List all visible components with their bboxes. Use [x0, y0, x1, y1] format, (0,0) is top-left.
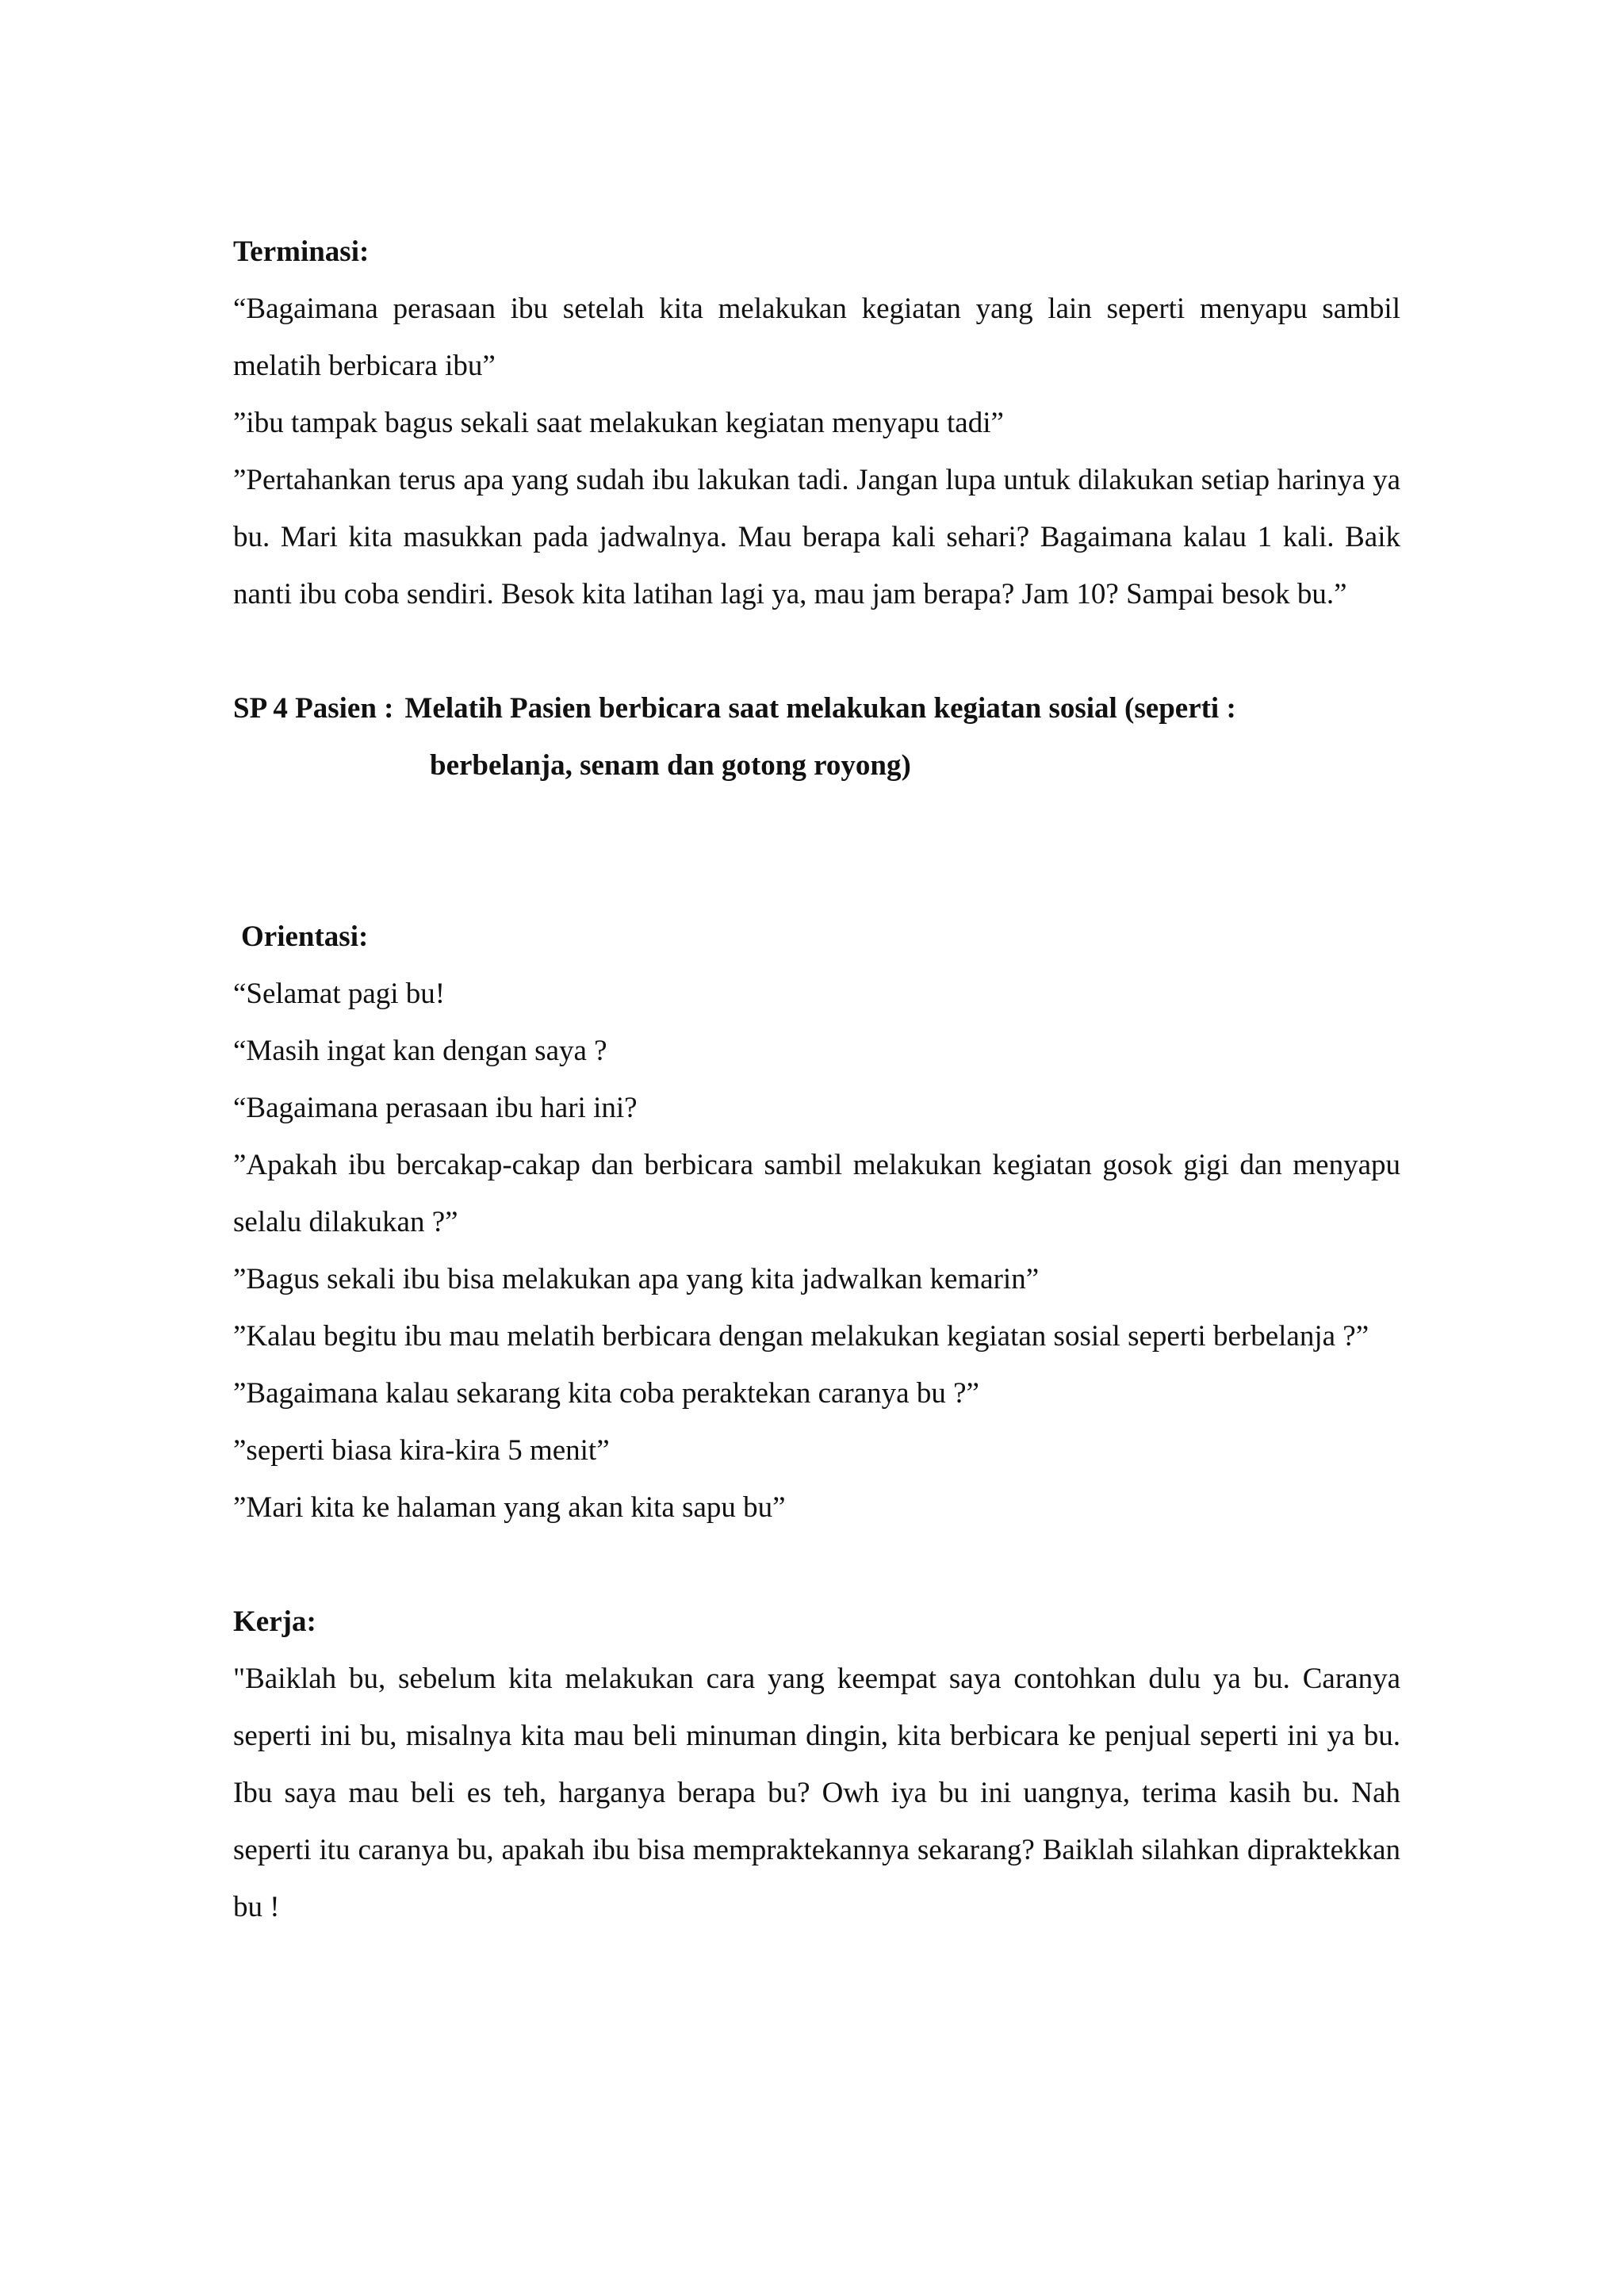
orientasi-line: ”Mari kita ke halaman yang akan kita sapu bu”	[233, 1491, 786, 1524]
orientasi-line: ”seperti biasa kira-kira 5 menit”	[233, 1434, 610, 1467]
orientasi-line: “Masih ingat kan dengan saya ?	[233, 1035, 607, 1067]
orientasi-heading: Orientasi:	[241, 920, 369, 953]
sp4-title-line1: Melatih Pasien berbicara saat melakukan kegiatan sosial (seperti :	[404, 692, 1236, 725]
terminasi-paragraph: ”Pertahankan terus apa yang sudah ibu lakukan tadi. Jangan lupa untuk dilakukan setiap harinya ya bu. Mari kita masukkan pada jadwalnya. Mau berapa kali sehari? Bagaimana kalau 1 kali. Baik nanti ibu coba sendiri. Besok kita latihan lagi ya, mau jam berapa? Jam 10? Sampai besok bu.”	[233, 464, 1400, 610]
spacer	[233, 623, 1400, 680]
terminasi-heading: Terminasi:	[233, 235, 370, 268]
sp4-label: SP 4 Pasien :	[233, 692, 394, 725]
orientasi-line: “Selamat pagi bu!	[233, 978, 446, 1010]
terminasi-paragraph: “Bagaimana perasaan ibu setelah kita melakukan kegiatan yang lain seperti menyapu sambil melatih berbicara ibu”	[233, 293, 1400, 382]
spacer	[233, 794, 1400, 909]
terminasi-paragraph: ”ibu tampak bagus sekali saat melakukan kegiatan menyapu tadi”	[233, 407, 1004, 439]
spacer	[233, 1536, 1400, 1594]
orientasi-line: ”Bagaimana kalau sekarang kita coba peraktekan caranya bu ?”	[233, 1377, 979, 1410]
kerja-paragraph: "Baiklah bu, sebelum kita melakukan cara yang keempat saya contohkan dulu ya bu. Caranya seperti ini bu, misalnya kita mau beli minuman dingin, kita berbicara ke penjual seperti ini ya bu. Ibu saya mau beli es teh, harganya berapa bu? Owh iya bu ini uangnya, terima kasih bu. Nah seperti itu caranya bu, apakah ibu bisa mempraktekannya sekarang? Baiklah silahkan dipraktekkan bu !	[233, 1663, 1400, 1923]
orientasi-line: “Bagaimana perasaan ibu hari ini?	[233, 1092, 638, 1124]
kerja-heading: Kerja:	[233, 1605, 316, 1638]
orientasi-line: ”Kalau begitu ibu mau melatih berbicara dengan melakukan kegiatan sosial seperti berbelanja ?”	[233, 1320, 1369, 1353]
sp4-title-line2: berbelanja, senam dan gotong royong)	[430, 749, 911, 782]
orientasi-line: ”Bagus sekali ibu bisa melakukan apa yang kita jadwalkan kemarin”	[233, 1263, 1040, 1295]
orientasi-line: ”Apakah ibu bercakap-cakap dan berbicara sambil melakukan kegiatan gosok gigi dan menyapu selalu dilakukan ?”	[233, 1149, 1400, 1238]
document-body	[233, 224, 1400, 1936]
sp4-title	[233, 680, 1400, 737]
